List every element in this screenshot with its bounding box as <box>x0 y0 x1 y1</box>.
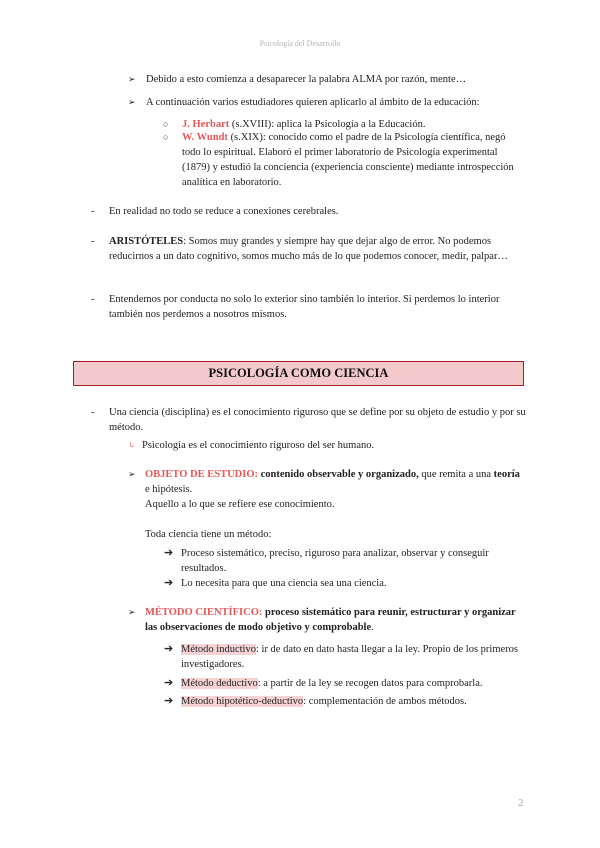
arrowhead-bullet-icon: ➢ <box>128 469 136 479</box>
metodo-name: Método deductivo <box>181 678 258 689</box>
dash-text: Una ciencia (disciplina) es el conocimiento riguroso que se define por su objeto de estudio y por su método. <box>109 407 526 433</box>
dash-item-3 <box>91 292 528 322</box>
metodo-name: Método inductivo <box>181 644 256 655</box>
metodo-desc: : a partir de la ley se recogen datos para comprobarla. <box>257 678 483 689</box>
metodo-cientifico-end: . <box>371 622 374 633</box>
metodo-cientifico-bold: proceso sistemático para reunir, estructurar y organizar las observaciones de modo objetivo y comprobable <box>145 607 516 633</box>
metodo-name: Método hipotético-deductivo <box>181 696 304 707</box>
metodo-point-2 <box>164 576 524 591</box>
psicologia-def <box>128 438 528 453</box>
metodo-point-text: Lo necesita para que una ciencia sea una ciencia. <box>181 578 387 589</box>
objeto-bold: contenido observable y organizado, <box>260 469 419 480</box>
intro-item-2 <box>128 95 528 110</box>
dash-bullet: - <box>91 407 95 418</box>
person-name: J. Herbart <box>182 119 230 130</box>
objeto-label: OBJETO DE ESTUDIO: <box>145 469 259 480</box>
arrow-right-icon: ➔ <box>164 677 174 689</box>
metodo-desc: : complementación de ambos métodos. <box>303 696 467 707</box>
arrow-right-icon: ➔ <box>164 695 174 707</box>
dash-text: Entendemos por conducta no solo lo exterior sino también lo interior. Si perdemos lo interior también nos perdemos a nosotros mismos. <box>109 294 500 320</box>
circle-bullet-icon: ○ <box>163 132 169 142</box>
section-title-banner: PSICOLOGÍA COMO CIENCIA <box>73 361 524 386</box>
return-arrow-icon: ↳ <box>128 440 136 450</box>
arrow-right-icon: ➔ <box>164 547 174 559</box>
objeto-de-estudio <box>128 467 523 542</box>
dash-bullet: - <box>91 236 95 247</box>
dash-text: En realidad no todo se reduce a conexiones cerebrales. <box>109 206 339 217</box>
metodo-point-1 <box>164 546 524 576</box>
objeto-teoria: teoría <box>493 469 520 480</box>
page-number: 2 <box>518 797 524 809</box>
objeto-line2: Aquello a lo que se refiere ese conocimiento. <box>145 499 335 510</box>
arrow-right-icon: ➔ <box>164 577 174 589</box>
objeto-end: e hipótesis. <box>145 484 193 495</box>
page-header: Psicología del Desarrollo <box>259 39 341 48</box>
dash-bullet: - <box>91 294 95 305</box>
intro-item-text: Debido a esto comienza a desaparecer la palabra ALMA por razón, mente… <box>146 74 467 85</box>
person-wundt <box>163 130 525 190</box>
metodo-cientifico-label: MÉTODO CIENTÍFICO: <box>145 607 263 618</box>
arrow-right-icon: ➔ <box>164 643 174 655</box>
aristoteles-text: : Somos muy grandes y siempre hay que dejar algo de error. No podemos reducirnos a un dato cognitivo, somos mucho más de lo que podemos conocer, medir, palpar… <box>109 236 508 262</box>
metodo-cientifico <box>128 605 526 635</box>
dash-item-aristoteles <box>91 234 528 264</box>
circle-bullet-icon: ○ <box>163 119 169 129</box>
intro-item-1 <box>128 72 528 87</box>
objeto-mid: que remita a una <box>418 469 494 480</box>
person-desc: (s.XIX): conocido como el padre de la Psicología científica, negó todo lo espiritual. Elaboró el primer laboratorio de Psicología experimental (1879) y estudió la conciencia (experiencia consciente) mediante introspección analítica en laboratorio. <box>182 132 514 188</box>
person-name: W. Wundt <box>182 132 228 143</box>
dash-item-ciencia <box>91 405 531 435</box>
aristoteles-name: ARISTÓTELES <box>109 236 184 247</box>
arrowhead-bullet-icon: ➢ <box>128 97 136 107</box>
metodo-intro: Toda ciencia tiene un método: <box>145 529 272 540</box>
metodo-inductivo <box>164 642 526 672</box>
dash-bullet: - <box>91 206 95 217</box>
dash-item-1 <box>91 204 528 219</box>
psicologia-def-text: Psicología es el conocimiento riguroso del ser humano. <box>142 440 375 451</box>
intro-item-text: A continuación varios estudiadores quieren aplicarlo al ámbito de la educación: <box>146 97 480 108</box>
arrowhead-bullet-icon: ➢ <box>128 74 136 84</box>
metodo-desc: : ir de dato en dato hasta llegar a la ley. Propio de los primeros investigadores. <box>181 644 518 670</box>
person-desc: (s.XVIII): aplica la Psicología a la Educación. <box>229 119 426 130</box>
arrowhead-bullet-icon: ➢ <box>128 607 136 617</box>
metodo-deductivo <box>164 676 526 691</box>
metodo-point-text: Proceso sistemático, preciso, riguroso para analizar, observar y conseguir resultados. <box>181 548 489 574</box>
metodo-hipotetico-deductivo <box>164 694 526 709</box>
